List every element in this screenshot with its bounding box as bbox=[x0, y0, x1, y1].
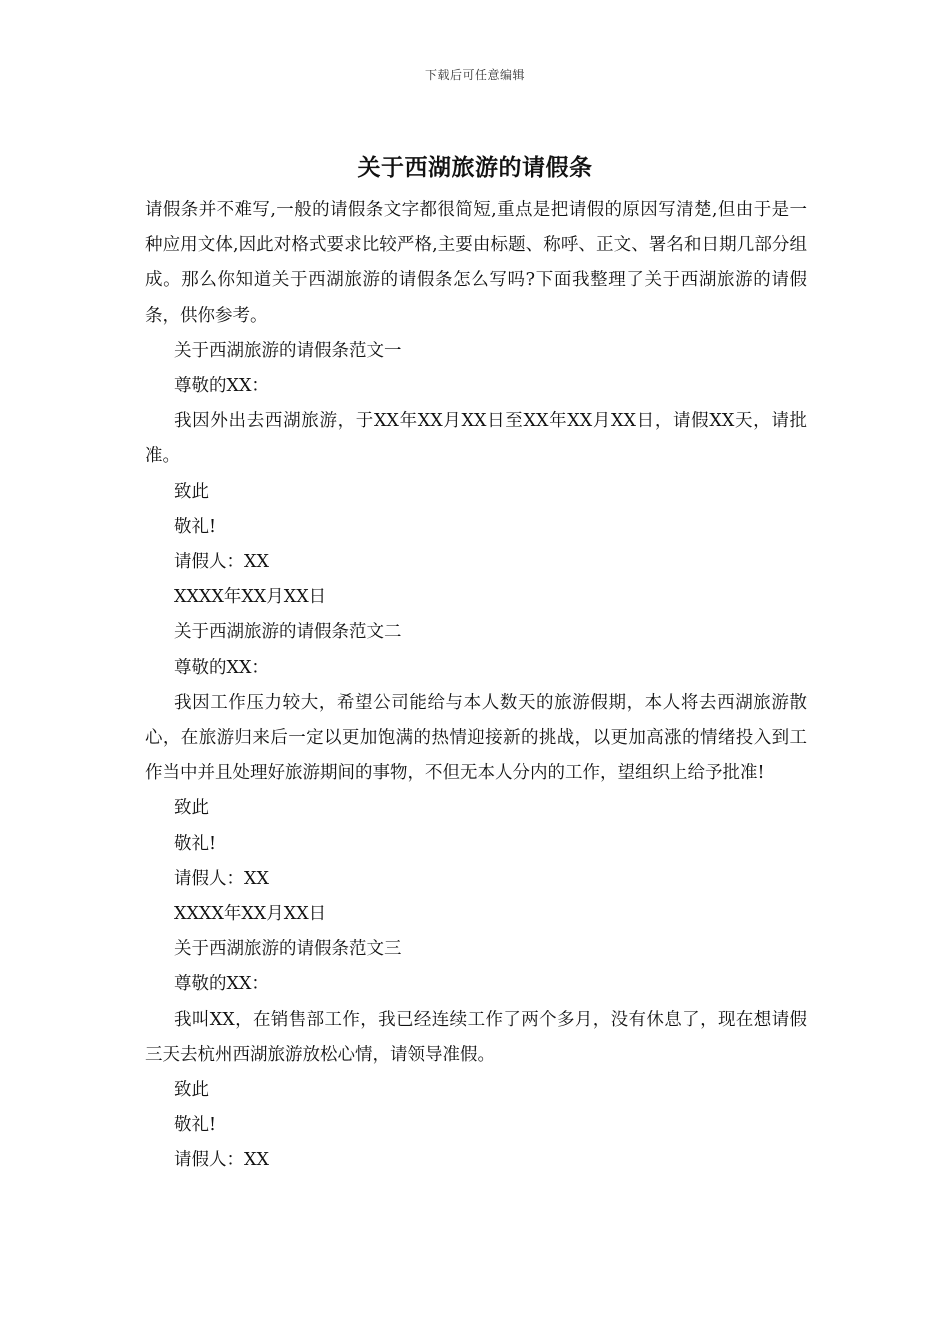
sample-1-date: XXXX年XX月XX日 bbox=[174, 587, 327, 608]
sample-3-closing-1: 致此 bbox=[174, 1080, 209, 1101]
sample-2-closing-1: 致此 bbox=[174, 798, 209, 819]
sample-2-salutation: 尊敬的XX： bbox=[174, 657, 269, 678]
sample-3-signature: 请假人：XX bbox=[174, 1150, 269, 1171]
sample-2-signature: 请假人：XX bbox=[174, 868, 269, 889]
sample-3-closing-2: 敬礼! bbox=[174, 1115, 217, 1136]
sample-1-signature: 请假人：XX bbox=[174, 552, 269, 573]
sample-1-salutation: 尊敬的XX： bbox=[174, 376, 269, 397]
sample-1-heading: 关于西湖旅游的请假条范文一 bbox=[174, 340, 402, 361]
document-body bbox=[145, 193, 807, 1179]
document-title: 关于西湖旅游的请假条 bbox=[357, 154, 593, 181]
sample-1-closing-1: 致此 bbox=[174, 481, 209, 502]
sample-2-body: 我因工作压力较大，希望公司能给与本人数天的旅游假期，本人将去西湖旅游散心，在旅游归来后一定以更加饱满的热情迎接新的挑战，以更加高涨的情绪投入到工作当中并且处理好旅游期间的事物，不但无本人分内的工作，望组织上给予批准! bbox=[145, 692, 807, 784]
intro-paragraph: 请假条并不难写,一般的请假条文字都很简短,重点是把请假的原因写清楚,但由于是一种应用文体,因此对格式要求比较严格,主要由标题、称呼、正文、署名和日期几部分组成。那么你知道关于西湖旅游的请假条怎么写吗?下面我整理了关于西湖旅游的请假条，供你参考。 bbox=[145, 200, 807, 326]
sample-2-heading: 关于西湖旅游的请假条范文二 bbox=[174, 622, 402, 643]
sample-1-body: 我因外出去西湖旅游，于XX年XX月XX日至XX年XX月XX日，请假XX天，请批准。 bbox=[145, 411, 807, 467]
page-header-note: 下载后可任意编辑 bbox=[424, 68, 525, 82]
sample-3-body: 我叫XX，在销售部工作，我已经连续工作了两个多月，没有休息了，现在想请假三天去杭州西湖旅游放松心情，请领导准假。 bbox=[145, 1009, 807, 1065]
sample-3-salutation: 尊敬的XX： bbox=[174, 974, 269, 995]
sample-2-closing-2: 敬礼! bbox=[174, 833, 217, 854]
sample-2-date: XXXX年XX月XX日 bbox=[174, 904, 327, 925]
sample-3-heading: 关于西湖旅游的请假条范文三 bbox=[174, 939, 402, 960]
sample-1-closing-2: 敬礼! bbox=[174, 516, 217, 537]
